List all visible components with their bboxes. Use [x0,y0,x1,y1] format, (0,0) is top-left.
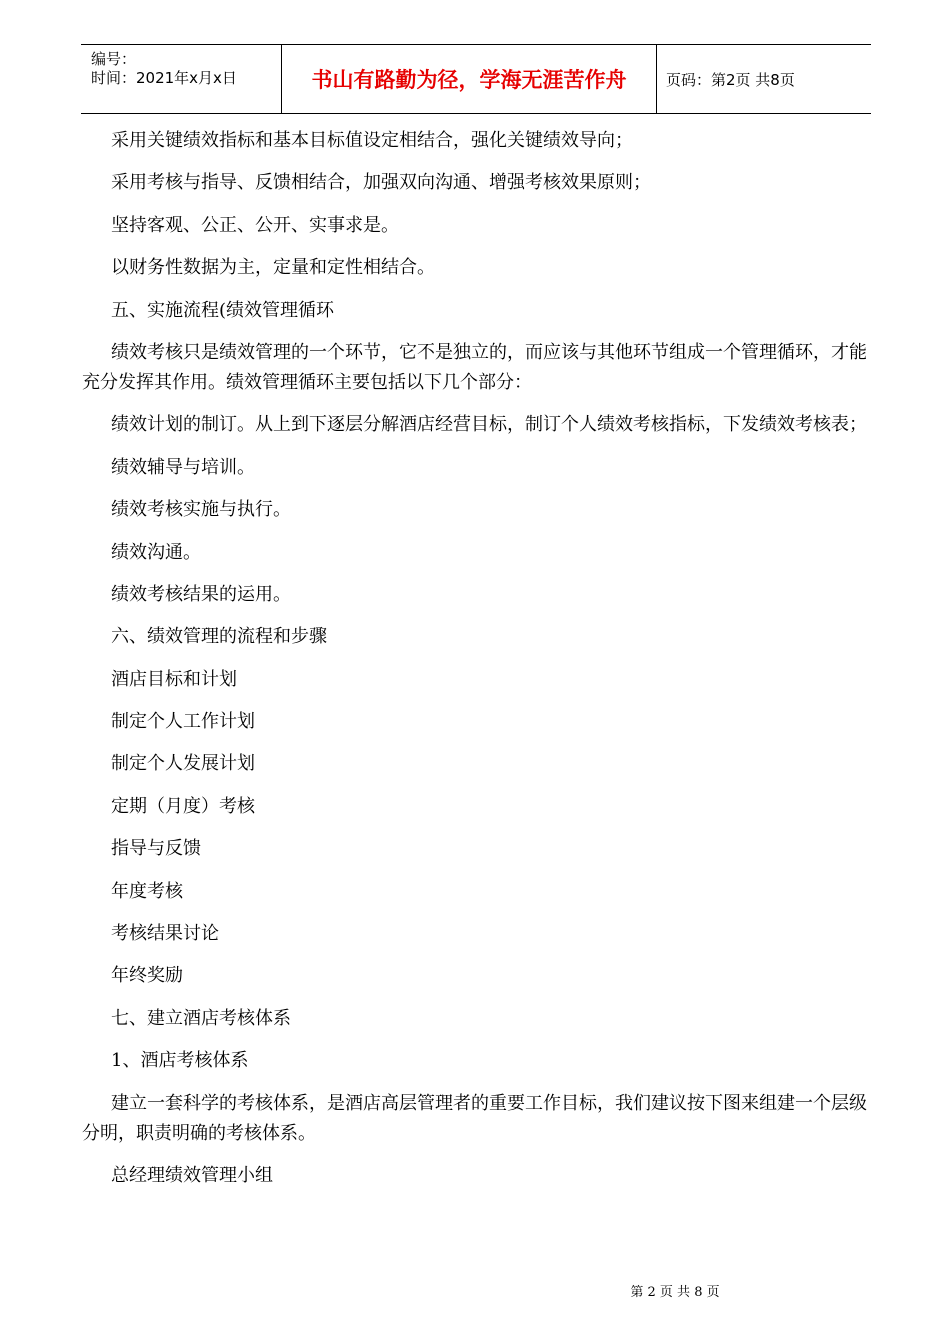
number-label: 编号： [91,50,137,68]
header-meta [81,45,282,113]
paragraph: 绩效计划的制订。从上到下逐层分解酒店经营目标，制订个人绩效考核指标，下发绩效考核表； [111,414,867,436]
paragraph: 绩效考核结果的运用。 [111,583,291,605]
paragraph: 建立一套科学的考核体系，是酒店高层管理者的重要工作目标，我们建议按下图来组建一个层级分明，职责明确的考核体系。 [82,1092,867,1144]
subsection-heading: 1、酒店考核体系 [111,1050,249,1072]
paragraph: 年终奖励 [111,965,183,987]
paragraph: 以财务性数据为主，定量和定性相结合。 [111,257,435,279]
time-label: 时间：2021年x月x日 [91,69,237,87]
paragraph: 绩效辅导与培训。 [111,456,255,478]
header-page-label: 页码：第2页 共8页 [666,70,795,89]
paragraph: 绩效考核只是绩效管理的一个环节，它不是独立的，而应该与其他环节组成一个管理循环，才能充分发挥其作用。绩效管理循环主要包括以下几个部分： [82,341,867,393]
paragraph: 指导与反馈 [111,838,201,860]
section-heading: 六、绩效管理的流程和步骤 [111,626,327,648]
paragraph: 采用关键绩效指标和基本目标值设定相结合，强化关键绩效导向； [111,130,633,151]
paragraph: 绩效考核实施与执行。 [111,499,291,521]
page-footer: 第 2 页 共 8 页 [630,1285,720,1300]
paragraph: 考核结果讨论 [111,923,219,945]
page-header [81,44,871,114]
paragraph: 年度考核 [111,880,183,902]
paragraph: 绩效沟通。 [111,541,201,563]
header-motto: 书山有路勤为径，学海无涯苦作舟 [282,45,657,113]
paragraph: 坚持客观、公正、公开、实事求是。 [111,214,399,236]
paragraph: 制定个人发展计划 [111,753,255,775]
paragraph: 制定个人工作计划 [111,711,255,733]
paragraph: 总经理绩效管理小组 [111,1164,273,1186]
section-heading: 七、建立酒店考核体系 [111,1007,291,1029]
paragraph: 酒店目标和计划 [111,668,237,690]
document-body [82,126,882,1203]
section-heading: 五、实施流程(绩效管理循环 [111,299,335,321]
paragraph: 定期（月度）考核 [111,795,255,817]
paragraph: 采用考核与指导、反馈相结合，加强双向沟通、增强考核效果原则； [111,172,651,194]
